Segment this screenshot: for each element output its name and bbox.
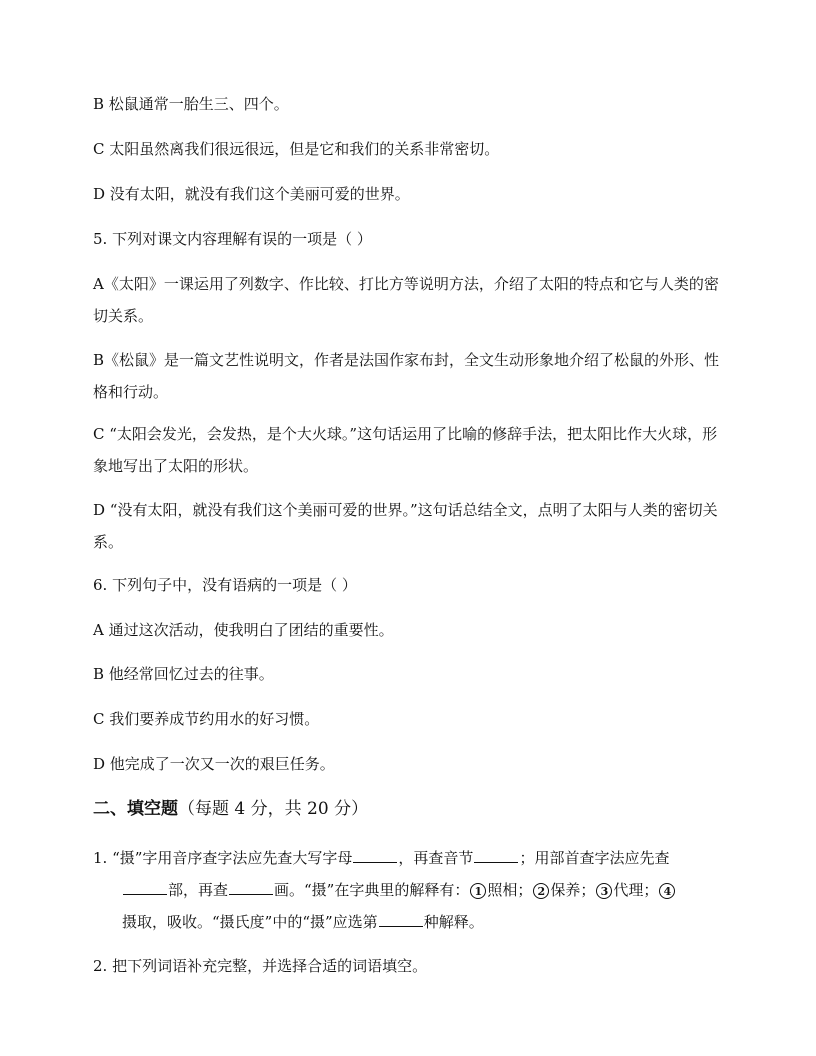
fill1-text-2: ，再查音节 [398, 849, 474, 867]
fill1-text-6: 摄取，吸收。“摄氏度”中的“摄”应选第 [122, 913, 378, 931]
fill-question-2: 2. 把下列词语补充完整，并选择合适的词语填空。 [93, 957, 428, 975]
circled-number-1: 1 [470, 883, 486, 899]
fill1-meaning-2: 保养； [550, 881, 596, 899]
q4-option-c: C 太阳虽然离我们很远很远，但是它和我们的关系非常密切。 [93, 140, 500, 158]
fill-question-1-line-2 [93, 874, 723, 906]
fill-question-1-line-1 [93, 842, 723, 874]
q6-option-b: B 他经常回忆过去的往事。 [93, 665, 274, 683]
fill-question-1-line-3 [93, 906, 723, 938]
q5-option-d: D “没有太阳，就没有我们这个美丽可爱的世界。”这句话总结全文，点明了太阳与人类的密切关系。 [93, 501, 718, 551]
q6-stem: 6. 下列句子中，没有语病的一项是（ ） [93, 576, 357, 594]
q5-stem: 5. 下列对课文内容理解有误的一项是（ ） [93, 230, 372, 248]
fill1-text-5: 画。“摄”在字典里的解释有： [274, 881, 470, 899]
q4-option-b: B 松鼠通常一胎生三、四个。 [93, 95, 289, 113]
fill1-text-1: 1. “摄”字用音序查字法应先查大写字母 [93, 849, 353, 867]
fill1-meaning-3: 代理； [613, 881, 659, 899]
answer-blank[interactable] [229, 880, 273, 895]
fill1-text-4: 部，再查 [168, 881, 229, 899]
q5-option-b: B《松鼠》是一篇文艺性说明文，作者是法国作家布封，全文生动形象地介绍了松鼠的外形、性格和行动。 [93, 351, 720, 401]
fill1-text-7: 种解释。 [423, 913, 484, 931]
answer-blank[interactable] [474, 848, 518, 863]
answer-blank[interactable] [353, 848, 397, 863]
section-title: 二、填空题 [93, 799, 178, 819]
answer-blank[interactable] [123, 880, 167, 895]
section-heading [93, 793, 368, 825]
circled-number-4: 4 [659, 883, 675, 899]
q5-option-c: C “太阳会发光，会发热，是个大火球。”这句话运用了比喻的修辞手法，把太阳比作大火球，形象地写出了太阳的形状。 [93, 425, 718, 475]
section-note: （每题 4 分，共 20 分） [178, 799, 369, 819]
answer-blank[interactable] [379, 912, 423, 927]
q4-option-d: D 没有太阳，就没有我们这个美丽可爱的世界。 [93, 185, 410, 203]
q5-option-a: A《太阳》一课运用了列数字、作比较、打比方等说明方法，介绍了太阳的特点和它与人类的密切关系。 [93, 275, 719, 325]
fill1-text-3: ；用部首查字法应先查 [519, 849, 670, 867]
q6-option-a: A 通过这次活动，使我明白了团结的重要性。 [93, 621, 394, 639]
fill-question-1 [93, 842, 723, 938]
fill1-meaning-1: 照相； [487, 881, 533, 899]
q6-option-c: C 我们要养成节约用水的好习惯。 [93, 710, 320, 728]
q6-option-d: D 他完成了一次又一次的艰巨任务。 [93, 755, 335, 773]
circled-number-2: 2 [533, 883, 549, 899]
circled-number-3: 3 [596, 883, 612, 899]
